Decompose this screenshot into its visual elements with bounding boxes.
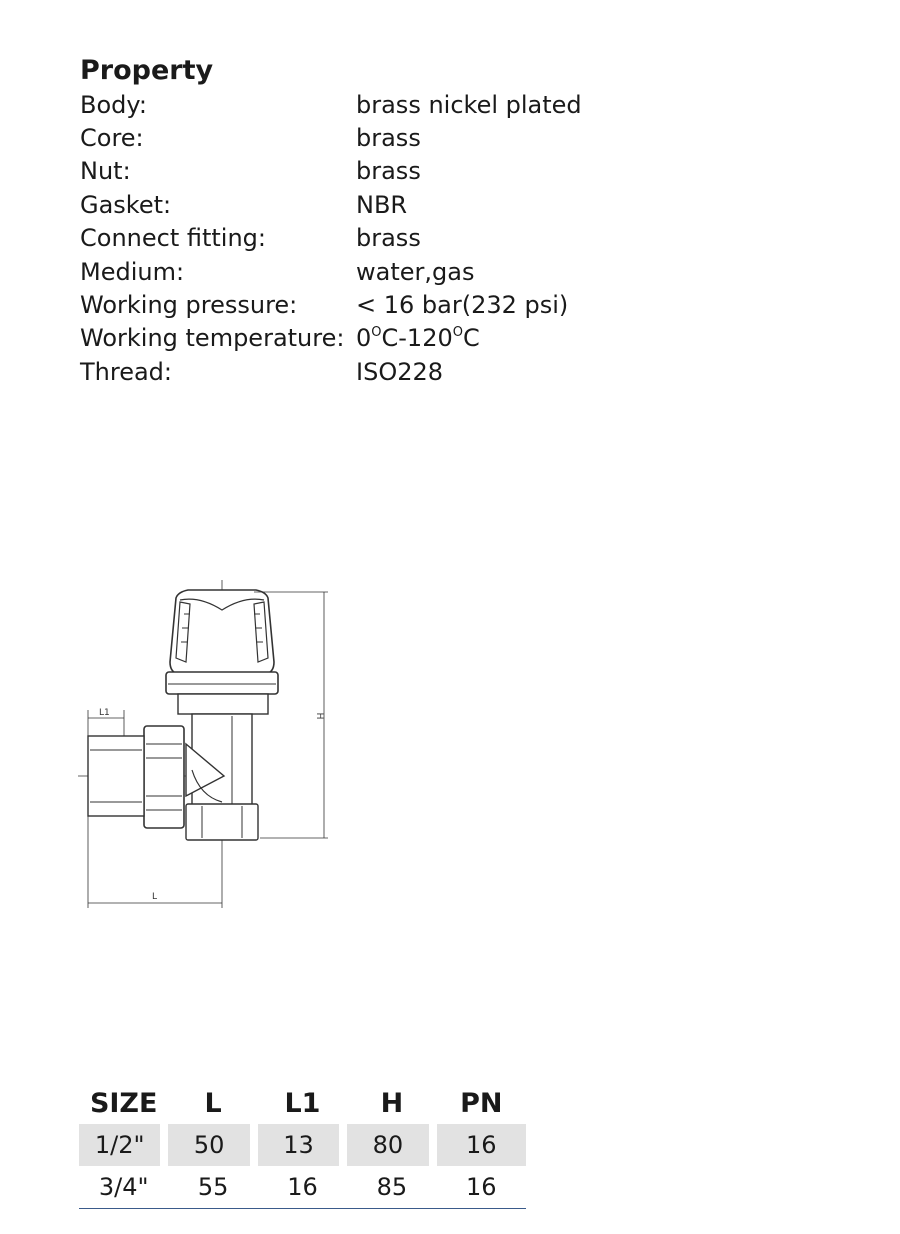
cap-collar xyxy=(166,672,278,694)
property-value: < 16 bar(232 psi) xyxy=(356,291,569,320)
cell-pn: 16 xyxy=(437,1124,526,1166)
property-key: Working temperature: xyxy=(80,324,345,353)
property-row-working-pressure xyxy=(80,288,582,321)
threaded-tail xyxy=(88,736,144,816)
cell-pn: 16 xyxy=(437,1166,526,1209)
column-header-pn: PN xyxy=(460,1087,503,1119)
property-row-nut xyxy=(80,155,582,188)
property-value: NBR xyxy=(356,190,408,219)
property-key: Nut: xyxy=(80,157,131,186)
angle-valve-drawing-icon xyxy=(60,570,350,920)
cell-l1: 16 xyxy=(258,1166,347,1209)
temp-range: C-120 xyxy=(381,324,453,353)
property-key: Medium: xyxy=(80,257,185,286)
property-key: Core: xyxy=(80,124,144,153)
cell-l: 50 xyxy=(168,1124,257,1166)
property-list xyxy=(80,88,582,389)
column-header-h: H xyxy=(380,1087,404,1119)
property-value: brass xyxy=(356,124,421,153)
dim-label-h: H xyxy=(314,712,324,720)
bottom-nut xyxy=(186,804,258,840)
property-row-thread xyxy=(80,355,582,388)
cell-h: 85 xyxy=(347,1166,436,1209)
property-heading: Property xyxy=(80,55,214,86)
property-key: Thread: xyxy=(80,357,173,386)
column-header-l: L xyxy=(204,1087,222,1119)
property-value: brass nickel plated xyxy=(356,90,582,119)
property-value: brass xyxy=(356,224,421,253)
table-row xyxy=(79,1166,526,1209)
property-row-connect-fitting xyxy=(80,222,582,255)
union-nut xyxy=(144,726,184,828)
property-value: water,gas xyxy=(356,257,475,286)
property-row-working-temperature xyxy=(80,322,582,355)
property-key: Working pressure: xyxy=(80,291,298,320)
column-header-l1: L1 xyxy=(284,1087,321,1119)
dim-label-l: L xyxy=(152,892,158,902)
degree-mark: O xyxy=(371,325,382,341)
temp-min: 0 xyxy=(356,324,372,353)
property-key: Body: xyxy=(80,90,147,119)
cell-size: 1/2" xyxy=(79,1124,168,1166)
cell-size: 3/4" xyxy=(79,1166,168,1209)
degree-mark: O xyxy=(452,325,463,341)
cell-h: 80 xyxy=(347,1124,436,1166)
table-row xyxy=(79,1124,526,1166)
cell-l1: 13 xyxy=(258,1124,347,1166)
property-key: Gasket: xyxy=(80,190,172,219)
column-header-size: SIZE xyxy=(89,1087,158,1119)
property-row-body xyxy=(80,88,582,121)
property-value: brass xyxy=(356,157,421,186)
property-value: ISO228 xyxy=(356,357,444,386)
property-row-gasket xyxy=(80,188,582,221)
spec-table-header-row xyxy=(79,1082,526,1124)
property-key: Connect fitting: xyxy=(80,224,266,253)
spec-table xyxy=(79,1082,526,1209)
property-row-core xyxy=(80,121,582,154)
property-value xyxy=(356,324,480,352)
cell-l: 55 xyxy=(168,1166,257,1209)
dim-label-l1: L1 xyxy=(99,708,110,718)
temp-unit: C xyxy=(462,324,480,353)
cap-ring xyxy=(178,694,268,714)
property-row-medium xyxy=(80,255,582,288)
